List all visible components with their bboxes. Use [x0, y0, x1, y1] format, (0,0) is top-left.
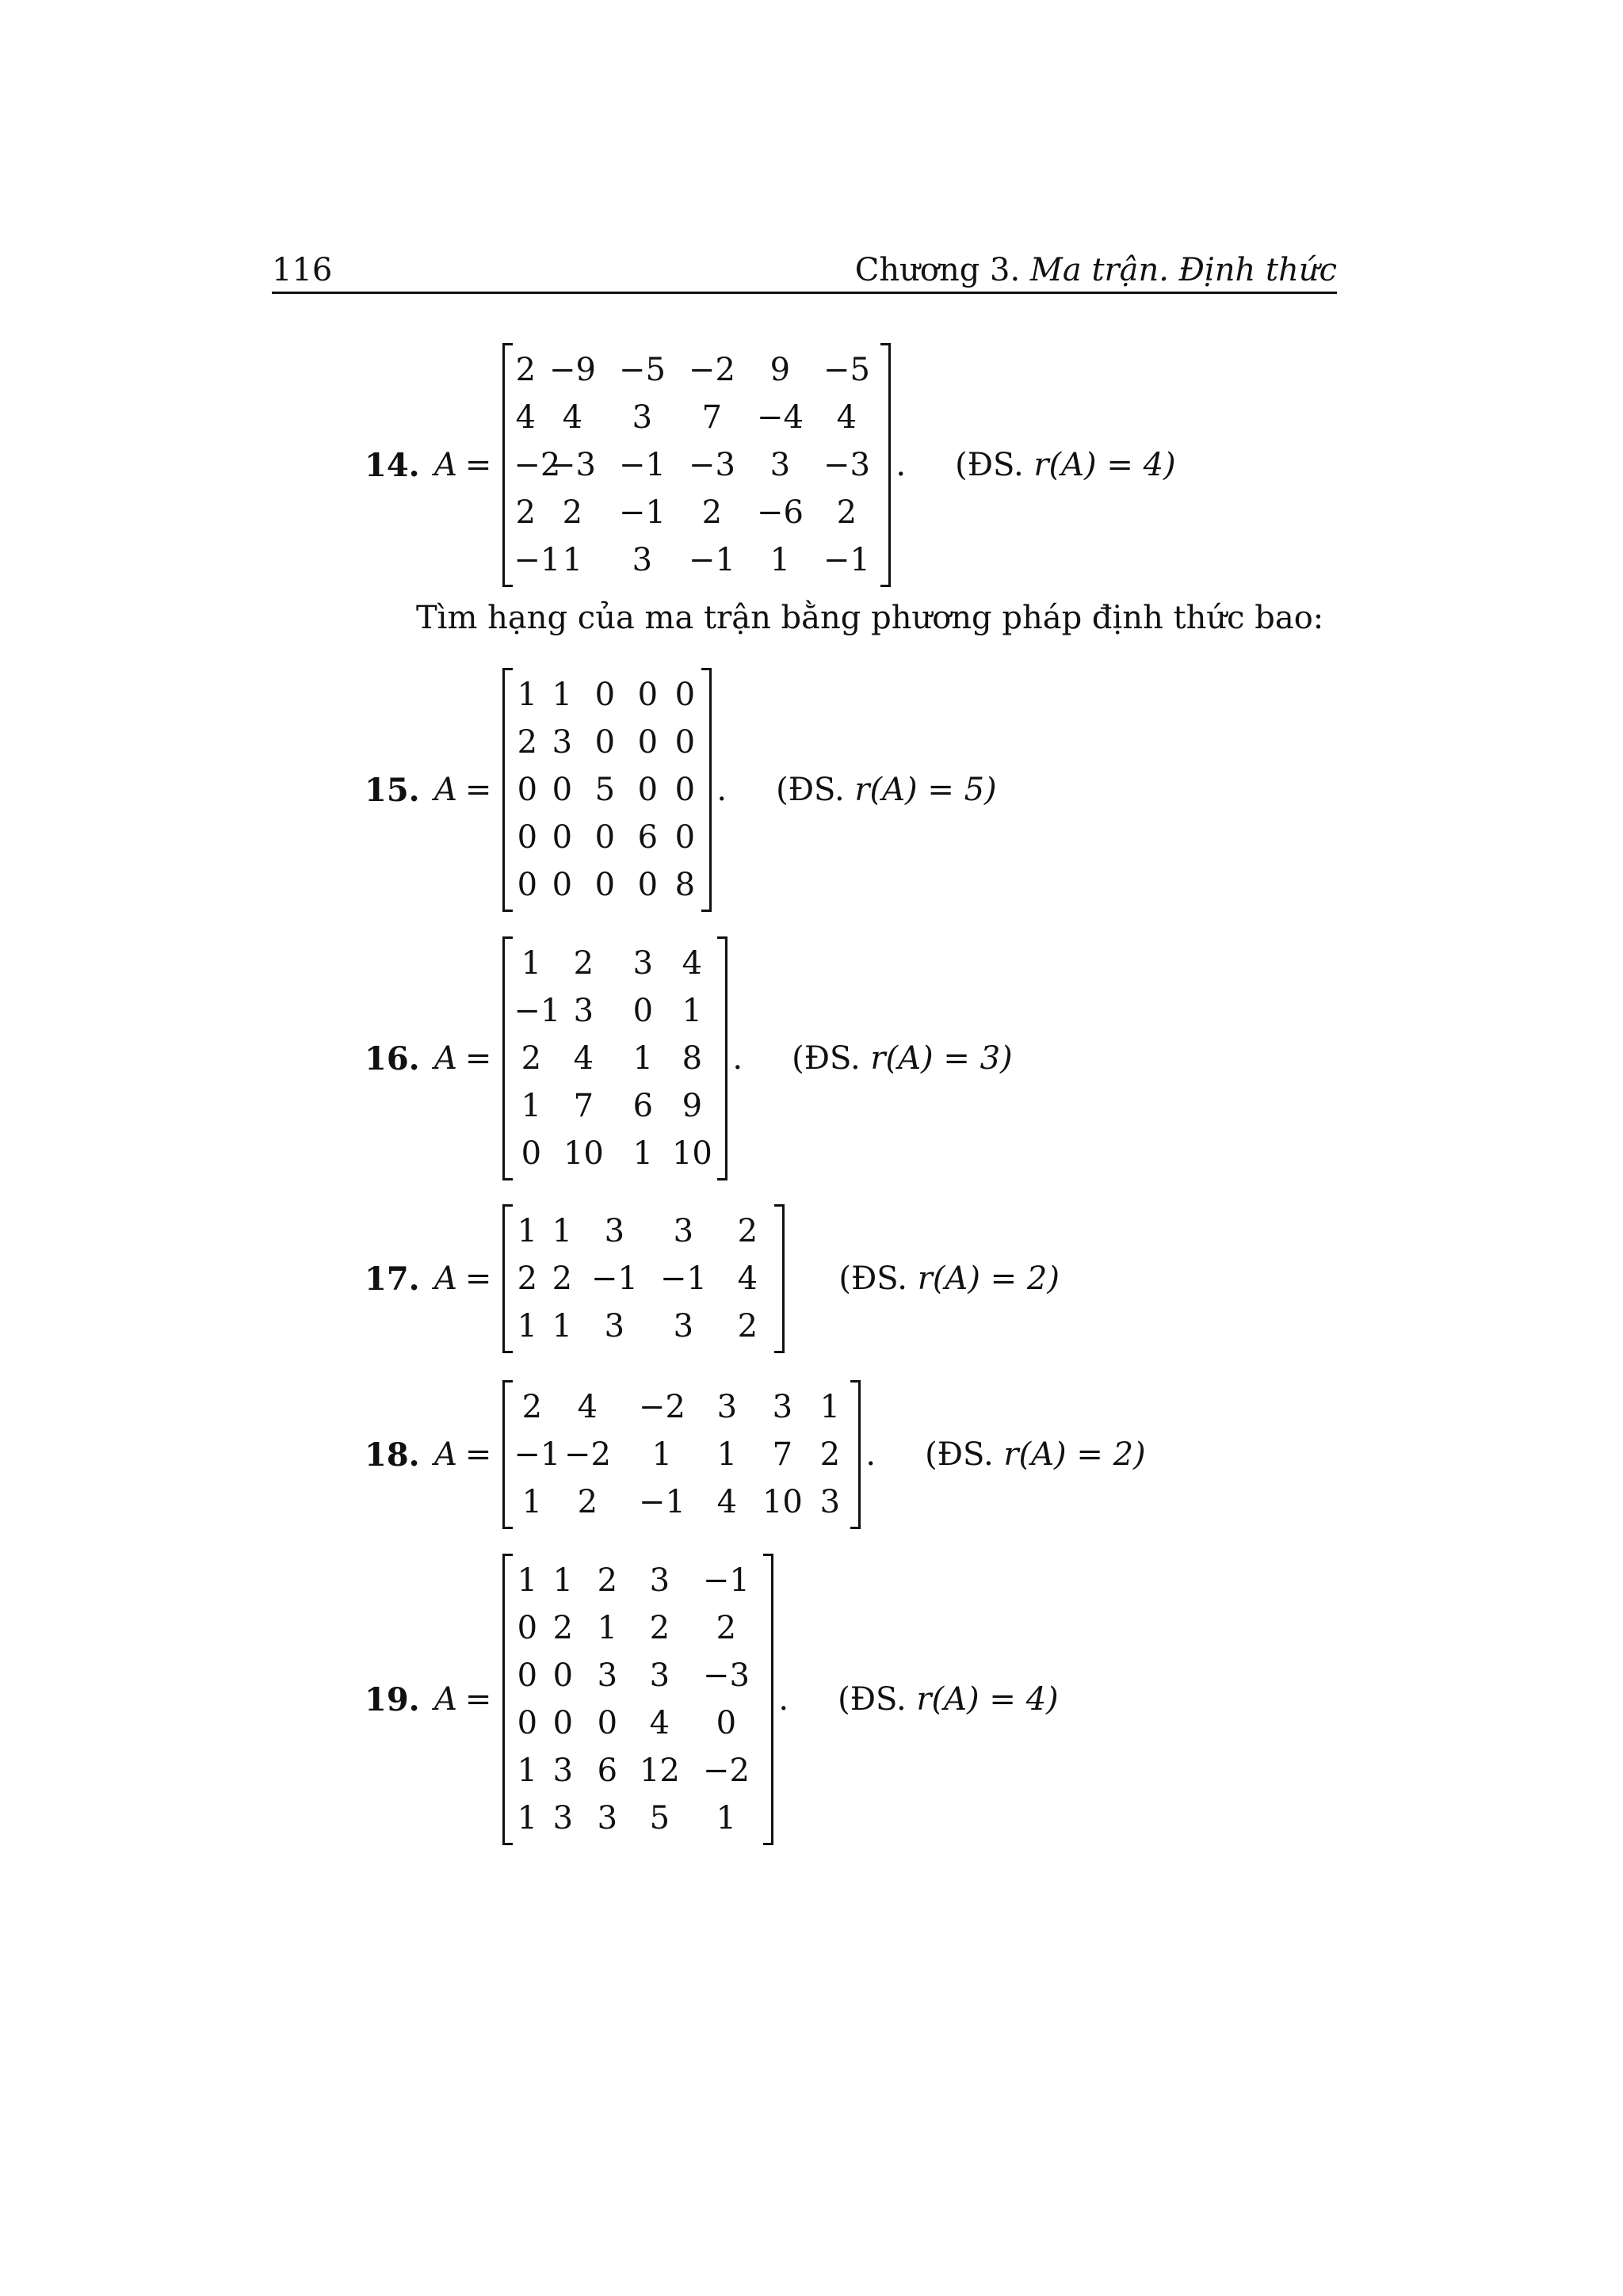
- matrix: [502, 1554, 773, 1845]
- matrix-cell: −5: [618, 352, 666, 388]
- matrix-cell: −2: [514, 447, 561, 483]
- matrix-symbol: A =: [434, 772, 492, 808]
- matrix-cell: 0: [517, 1657, 538, 1694]
- matrix-cell: 3: [552, 1800, 574, 1836]
- matrix-cell: 5: [594, 772, 616, 808]
- matrix-cell: 12: [639, 1753, 680, 1789]
- matrix-cell: −1: [514, 542, 561, 578]
- matrix-cell: 1: [682, 993, 703, 1029]
- matrix-symbol: A =: [434, 1681, 492, 1718]
- matrix-cell: 0: [517, 1705, 538, 1741]
- matrix-cell: −5: [823, 352, 870, 388]
- matrix-cell: 2: [552, 1610, 574, 1646]
- matrix-cell: −1: [702, 1562, 750, 1599]
- problem-19: [365, 1554, 1059, 1845]
- matrix-cell: 0: [632, 993, 654, 1029]
- answer: (ĐS. r(A) = 2): [838, 1261, 1060, 1297]
- matrix-cell: 3: [597, 1657, 618, 1694]
- matrix-cell: 0: [674, 819, 696, 856]
- chapter-title: Ma trận. Định thức: [1029, 252, 1337, 288]
- matrix-cell: 0: [594, 819, 616, 856]
- matrix-cell: 0: [674, 677, 696, 713]
- matrix-cell: 2: [517, 724, 538, 761]
- matrix-cell: −2: [563, 1436, 611, 1473]
- running-title: [855, 252, 1337, 288]
- matrix-cell: 0: [716, 1705, 737, 1741]
- matrix-cell: 1: [562, 542, 583, 578]
- matrix-cell: 4: [737, 1261, 758, 1297]
- problem-17: [365, 1204, 1060, 1353]
- matrix-cell: 3: [604, 1213, 625, 1249]
- matrix-cell: 2: [577, 1484, 598, 1520]
- problem-14: [365, 343, 1176, 587]
- matrix-cell: 1: [597, 1610, 618, 1646]
- matrix-cell: −2: [638, 1389, 685, 1425]
- matrix-cell: 2: [573, 945, 594, 982]
- matrix-cell: 1: [517, 1308, 538, 1344]
- matrix-cell: 1: [552, 1562, 574, 1599]
- problem-16: [365, 936, 1013, 1180]
- matrix-cell: 2: [521, 1389, 543, 1425]
- problem-number: 19.: [365, 1680, 420, 1718]
- matrix-cell: 1: [632, 1135, 654, 1172]
- problem-18: [365, 1380, 1146, 1529]
- matrix-cell: 1: [716, 1800, 737, 1836]
- matrix-cell: 3: [649, 1562, 670, 1599]
- matrix-cell: 1: [517, 1562, 538, 1599]
- matrix-cell: 3: [597, 1800, 618, 1836]
- matrix-cell: 2: [701, 494, 723, 531]
- answer: (ĐS. r(A) = 3): [792, 1040, 1013, 1077]
- section-intro: Tìm hạng của ma trận bằng phương pháp định thức bao:: [416, 600, 1324, 636]
- matrix-cell: 4: [577, 1389, 598, 1425]
- matrix-cell: −1: [514, 993, 561, 1029]
- matrix-cell: 0: [637, 772, 659, 808]
- trailing-period: .: [896, 447, 907, 483]
- matrix-cell: 3: [604, 1308, 625, 1344]
- matrix-cell: 0: [594, 867, 616, 903]
- matrix-cell: 8: [674, 867, 696, 903]
- answer: (ĐS. r(A) = 4): [838, 1681, 1059, 1718]
- matrix-cell: 0: [517, 819, 538, 856]
- matrix-cell: 1: [651, 1436, 673, 1473]
- matrix-cell: 6: [597, 1753, 618, 1789]
- matrix-cell: −1: [618, 447, 666, 483]
- matrix-cell: 0: [674, 724, 696, 761]
- matrix-cell: 4: [515, 399, 537, 436]
- matrix-cell: −1: [823, 542, 870, 578]
- matrix-cell: −3: [688, 447, 735, 483]
- matrix-cell: 6: [637, 819, 659, 856]
- matrix-cell: 7: [573, 1088, 594, 1124]
- matrix-cell: 7: [772, 1436, 793, 1473]
- matrix-cell: 10: [563, 1135, 604, 1172]
- matrix-cell: 3: [772, 1389, 793, 1425]
- matrix-cell: 7: [701, 399, 723, 436]
- matrix-cell: 1: [769, 542, 791, 578]
- problem-number: 16.: [365, 1039, 420, 1077]
- page-number: 116: [272, 252, 333, 288]
- page-header: [272, 247, 1337, 293]
- matrix-cell: 1: [521, 1088, 542, 1124]
- matrix-cell: −1: [659, 1261, 707, 1297]
- matrix-cell: 4: [716, 1484, 738, 1520]
- trailing-period: .: [865, 1436, 876, 1473]
- answer: (ĐS. r(A) = 2): [925, 1436, 1146, 1473]
- matrix-cell: 4: [682, 945, 703, 982]
- matrix-cell: 2: [716, 1610, 737, 1646]
- matrix-cell: 0: [552, 819, 573, 856]
- matrix-cell: 10: [671, 1135, 712, 1172]
- matrix-cell: 2: [819, 1436, 841, 1473]
- problem-number: 18.: [365, 1436, 420, 1474]
- matrix-cell: 0: [552, 1657, 574, 1694]
- matrix-cell: 9: [769, 352, 791, 388]
- matrix-cell: −1: [638, 1484, 685, 1520]
- matrix-cell: 0: [637, 724, 659, 761]
- matrix-cell: 3: [632, 399, 653, 436]
- matrix-cell: 1: [517, 1800, 538, 1836]
- matrix-cell: 1: [819, 1389, 841, 1425]
- matrix-cell: 3: [769, 447, 791, 483]
- matrix: [502, 668, 712, 912]
- trailing-period: .: [716, 772, 727, 808]
- matrix-symbol: A =: [434, 1436, 492, 1473]
- matrix-cell: 2: [737, 1213, 758, 1249]
- matrix-cell: 2: [649, 1610, 670, 1646]
- problem-number: 17.: [365, 1260, 420, 1298]
- matrix-cell: 4: [562, 399, 583, 436]
- matrix-cell: 1: [632, 1040, 654, 1077]
- matrix-cell: 1: [521, 945, 542, 982]
- matrix-cell: 1: [521, 1484, 543, 1520]
- matrix-cell: −1: [514, 1436, 561, 1473]
- matrix-cell: 4: [573, 1040, 594, 1077]
- matrix-cell: 2: [515, 494, 537, 531]
- matrix-symbol: A =: [434, 1261, 492, 1297]
- matrix: [502, 1204, 785, 1353]
- matrix-cell: 1: [517, 1753, 538, 1789]
- matrix-symbol: A =: [434, 1040, 492, 1077]
- matrix-cell: 1: [716, 1436, 738, 1473]
- matrix-cell: 3: [819, 1484, 841, 1520]
- matrix-cell: 2: [521, 1040, 542, 1077]
- matrix-cell: 0: [517, 1610, 538, 1646]
- matrix-cell: 3: [716, 1389, 738, 1425]
- matrix-cell: −2: [702, 1753, 750, 1789]
- matrix-cell: 2: [517, 1261, 538, 1297]
- matrix-cell: 1: [517, 1213, 538, 1249]
- matrix-cell: 0: [521, 1135, 542, 1172]
- matrix-cell: 4: [836, 399, 857, 436]
- matrix-cell: 0: [517, 772, 538, 808]
- matrix-cell: 3: [632, 945, 654, 982]
- matrix-cell: 3: [573, 993, 594, 1029]
- matrix-cell: 2: [552, 1261, 573, 1297]
- matrix-cell: 2: [562, 494, 583, 531]
- chapter-label: Chương 3.: [854, 252, 1021, 288]
- matrix-cell: −1: [590, 1261, 638, 1297]
- trailing-period: .: [732, 1040, 743, 1077]
- matrix-cell: 0: [552, 772, 573, 808]
- matrix-cell: 1: [552, 1308, 573, 1344]
- matrix-cell: 0: [637, 867, 659, 903]
- matrix-cell: −1: [618, 494, 666, 531]
- matrix: [502, 1380, 861, 1529]
- matrix-cell: −9: [548, 352, 596, 388]
- matrix-cell: −4: [756, 399, 804, 436]
- matrix-cell: 3: [673, 1308, 694, 1344]
- matrix-cell: 5: [649, 1800, 670, 1836]
- matrix-cell: 0: [637, 677, 659, 713]
- matrix-cell: −3: [702, 1657, 750, 1694]
- matrix-cell: 3: [552, 724, 573, 761]
- matrix-cell: 0: [597, 1705, 618, 1741]
- matrix-cell: 0: [517, 867, 538, 903]
- matrix-cell: −6: [756, 494, 804, 531]
- trailing-period: .: [778, 1681, 789, 1718]
- matrix-cell: 1: [552, 1213, 573, 1249]
- matrix-cell: 1: [552, 677, 573, 713]
- matrix-cell: 0: [594, 677, 616, 713]
- matrix-symbol: A =: [434, 447, 492, 483]
- matrix-cell: 0: [552, 1705, 574, 1741]
- matrix-cell: 2: [737, 1308, 758, 1344]
- matrix-cell: −1: [688, 542, 735, 578]
- matrix: [502, 936, 727, 1180]
- matrix-cell: 10: [762, 1484, 803, 1520]
- matrix-cell: 2: [597, 1562, 618, 1599]
- matrix-cell: 0: [552, 867, 573, 903]
- matrix-cell: 3: [673, 1213, 694, 1249]
- matrix-cell: 3: [649, 1657, 670, 1694]
- header-rule: [272, 292, 1337, 294]
- matrix-cell: 0: [674, 772, 696, 808]
- matrix-cell: 8: [682, 1040, 703, 1077]
- problem-number: 15.: [365, 771, 420, 809]
- answer: (ĐS. r(A) = 4): [955, 447, 1176, 483]
- matrix-cell: 1: [517, 677, 538, 713]
- problem-number: 14.: [365, 446, 420, 484]
- matrix-cell: −2: [688, 352, 735, 388]
- matrix: [502, 343, 891, 587]
- matrix-cell: 4: [649, 1705, 670, 1741]
- matrix-cell: 3: [552, 1753, 574, 1789]
- matrix-cell: 9: [682, 1088, 703, 1124]
- matrix-cell: 2: [515, 352, 537, 388]
- matrix-cell: 3: [632, 542, 653, 578]
- matrix-cell: 0: [594, 724, 616, 761]
- matrix-cell: −3: [823, 447, 870, 483]
- problem-15: [365, 668, 997, 912]
- matrix-cell: −3: [548, 447, 596, 483]
- answer: (ĐS. r(A) = 5): [776, 772, 997, 808]
- matrix-cell: 6: [632, 1088, 654, 1124]
- matrix-cell: 2: [836, 494, 857, 531]
